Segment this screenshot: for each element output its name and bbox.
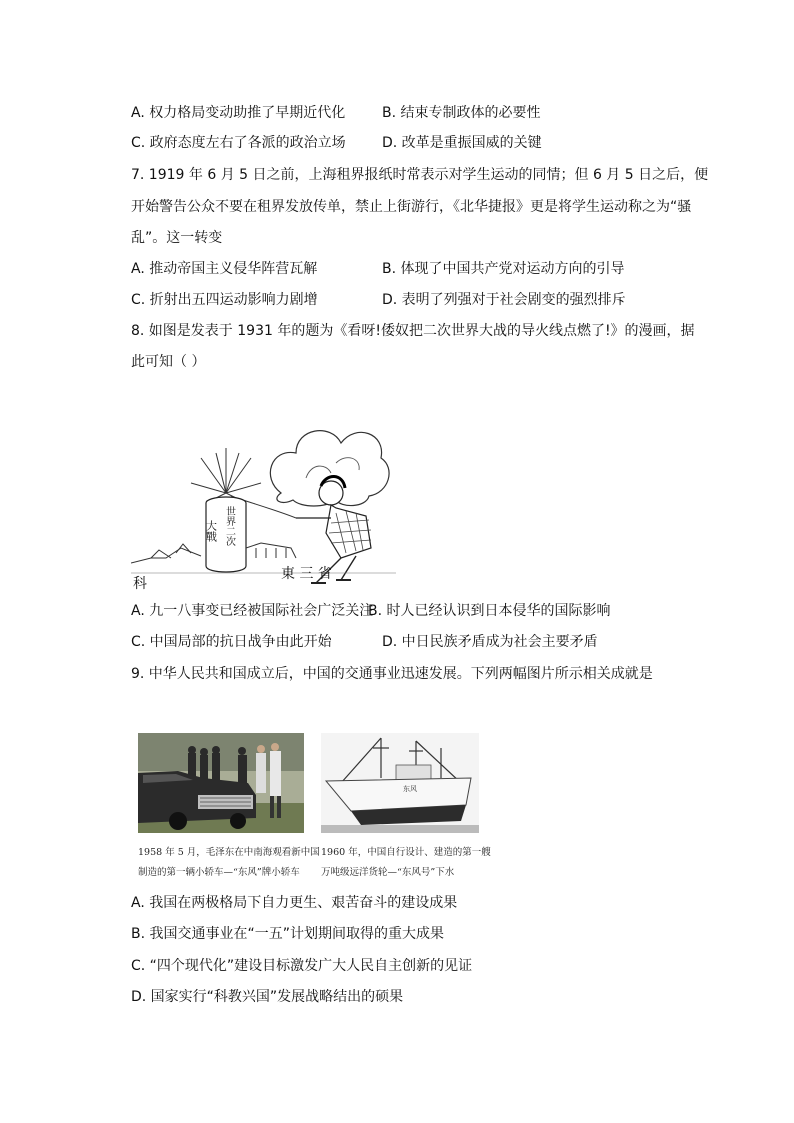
q6-option-b: B. 结束专制政体的必要性 — [382, 105, 541, 121]
ship-name-label: 东风 — [403, 785, 417, 793]
car-caption-line-2: 制造的第一辆小轿车—“东风”牌小轿车 — [138, 867, 300, 878]
q9-option-a: A. 我国在两极格局下自力更生、艰苦奋斗的建设成果 — [131, 895, 458, 911]
q6-option-c: C. 政府态度左右了各派的政治立场 — [131, 135, 346, 151]
can-text-col2: 世界二次 — [223, 506, 235, 546]
q8-option-d: D. 中日民族矛盾成为社会主要矛盾 — [382, 634, 598, 650]
ship-photo — [321, 733, 479, 833]
ship-photo-drawing — [321, 733, 479, 833]
ship-caption-line-1: 1960 年，中国自行设计、建造的第一艘 — [321, 847, 491, 858]
can-text-col1: 大戰 — [204, 520, 218, 542]
q8-stem-line-1: 8. 如图是发表于 1931 年的题为《看呀!倭奴把二次世界大战的导火线点燃了!》的漫画，据 — [131, 323, 695, 339]
q7-stem-line-1: 7. 1919 年 6 月 5 日之前，上海租界报纸时常表示对学生运动的同情；但 6 月 5 日之后，便 — [131, 167, 709, 183]
spark-rays — [191, 448, 261, 503]
cartoon-ground-label: 東 三 省 — [281, 566, 332, 582]
cartoon-figure — [131, 408, 396, 594]
ship-caption-line-2: 万吨级远洋货轮—“东风号”下水 — [321, 867, 455, 878]
q8-option-b: B. 时人已经认识到日本侵华的国际影响 — [368, 603, 611, 619]
q9-option-c: C. “四个现代化”建设目标激发广大人民自主创新的见证 — [131, 958, 473, 974]
q7-option-d: D. 表明了列强对于社会剧变的强烈排斥 — [382, 292, 626, 308]
cartoon-left-label: 科 — [133, 576, 147, 592]
q8-option-c: C. 中国局部的抗日战争由此开始 — [131, 634, 332, 650]
q9-stem: 9. 中华人民共和国成立后，中国的交通事业迅速发展。下列两幅图片所示相关成就是 — [131, 666, 653, 682]
q9-option-b: B. 我国交通事业在“一五”计划期间取得的重大成果 — [131, 926, 445, 942]
q6-option-d: D. 改革是重振国威的关键 — [382, 135, 542, 151]
q7-stem-line-3: 乱”。这一转变 — [131, 230, 223, 246]
q7-option-c: C. 折射出五四运动影响力剧增 — [131, 292, 318, 308]
car-photo — [138, 733, 304, 833]
q9-option-d: D. 国家实行“科教兴国”发展战略结出的硕果 — [131, 989, 404, 1005]
q6-option-a: A. 权力格局变动助推了早期近代化 — [131, 105, 346, 121]
q8-option-a: A. 九一八事变已经被国际社会广泛关注 — [131, 603, 374, 619]
q7-option-a: A. 推动帝国主义侵华阵营瓦解 — [131, 261, 318, 277]
car-caption-line-1: 1958 年 5 月，毛泽东在中南海观看新中国 — [138, 847, 320, 858]
car-photo-drawing — [138, 733, 304, 833]
q7-option-b: B. 体现了中国共产党对运动方向的引导 — [382, 261, 625, 277]
q7-stem-line-2: 开始警告公众不要在租界发放传单，禁止上街游行，《北华捷报》更是将学生运动称之为“骚 — [131, 199, 692, 215]
q8-stem-line-2: 此可知（ ） — [131, 354, 206, 370]
cartoon-drawing — [131, 408, 396, 594]
